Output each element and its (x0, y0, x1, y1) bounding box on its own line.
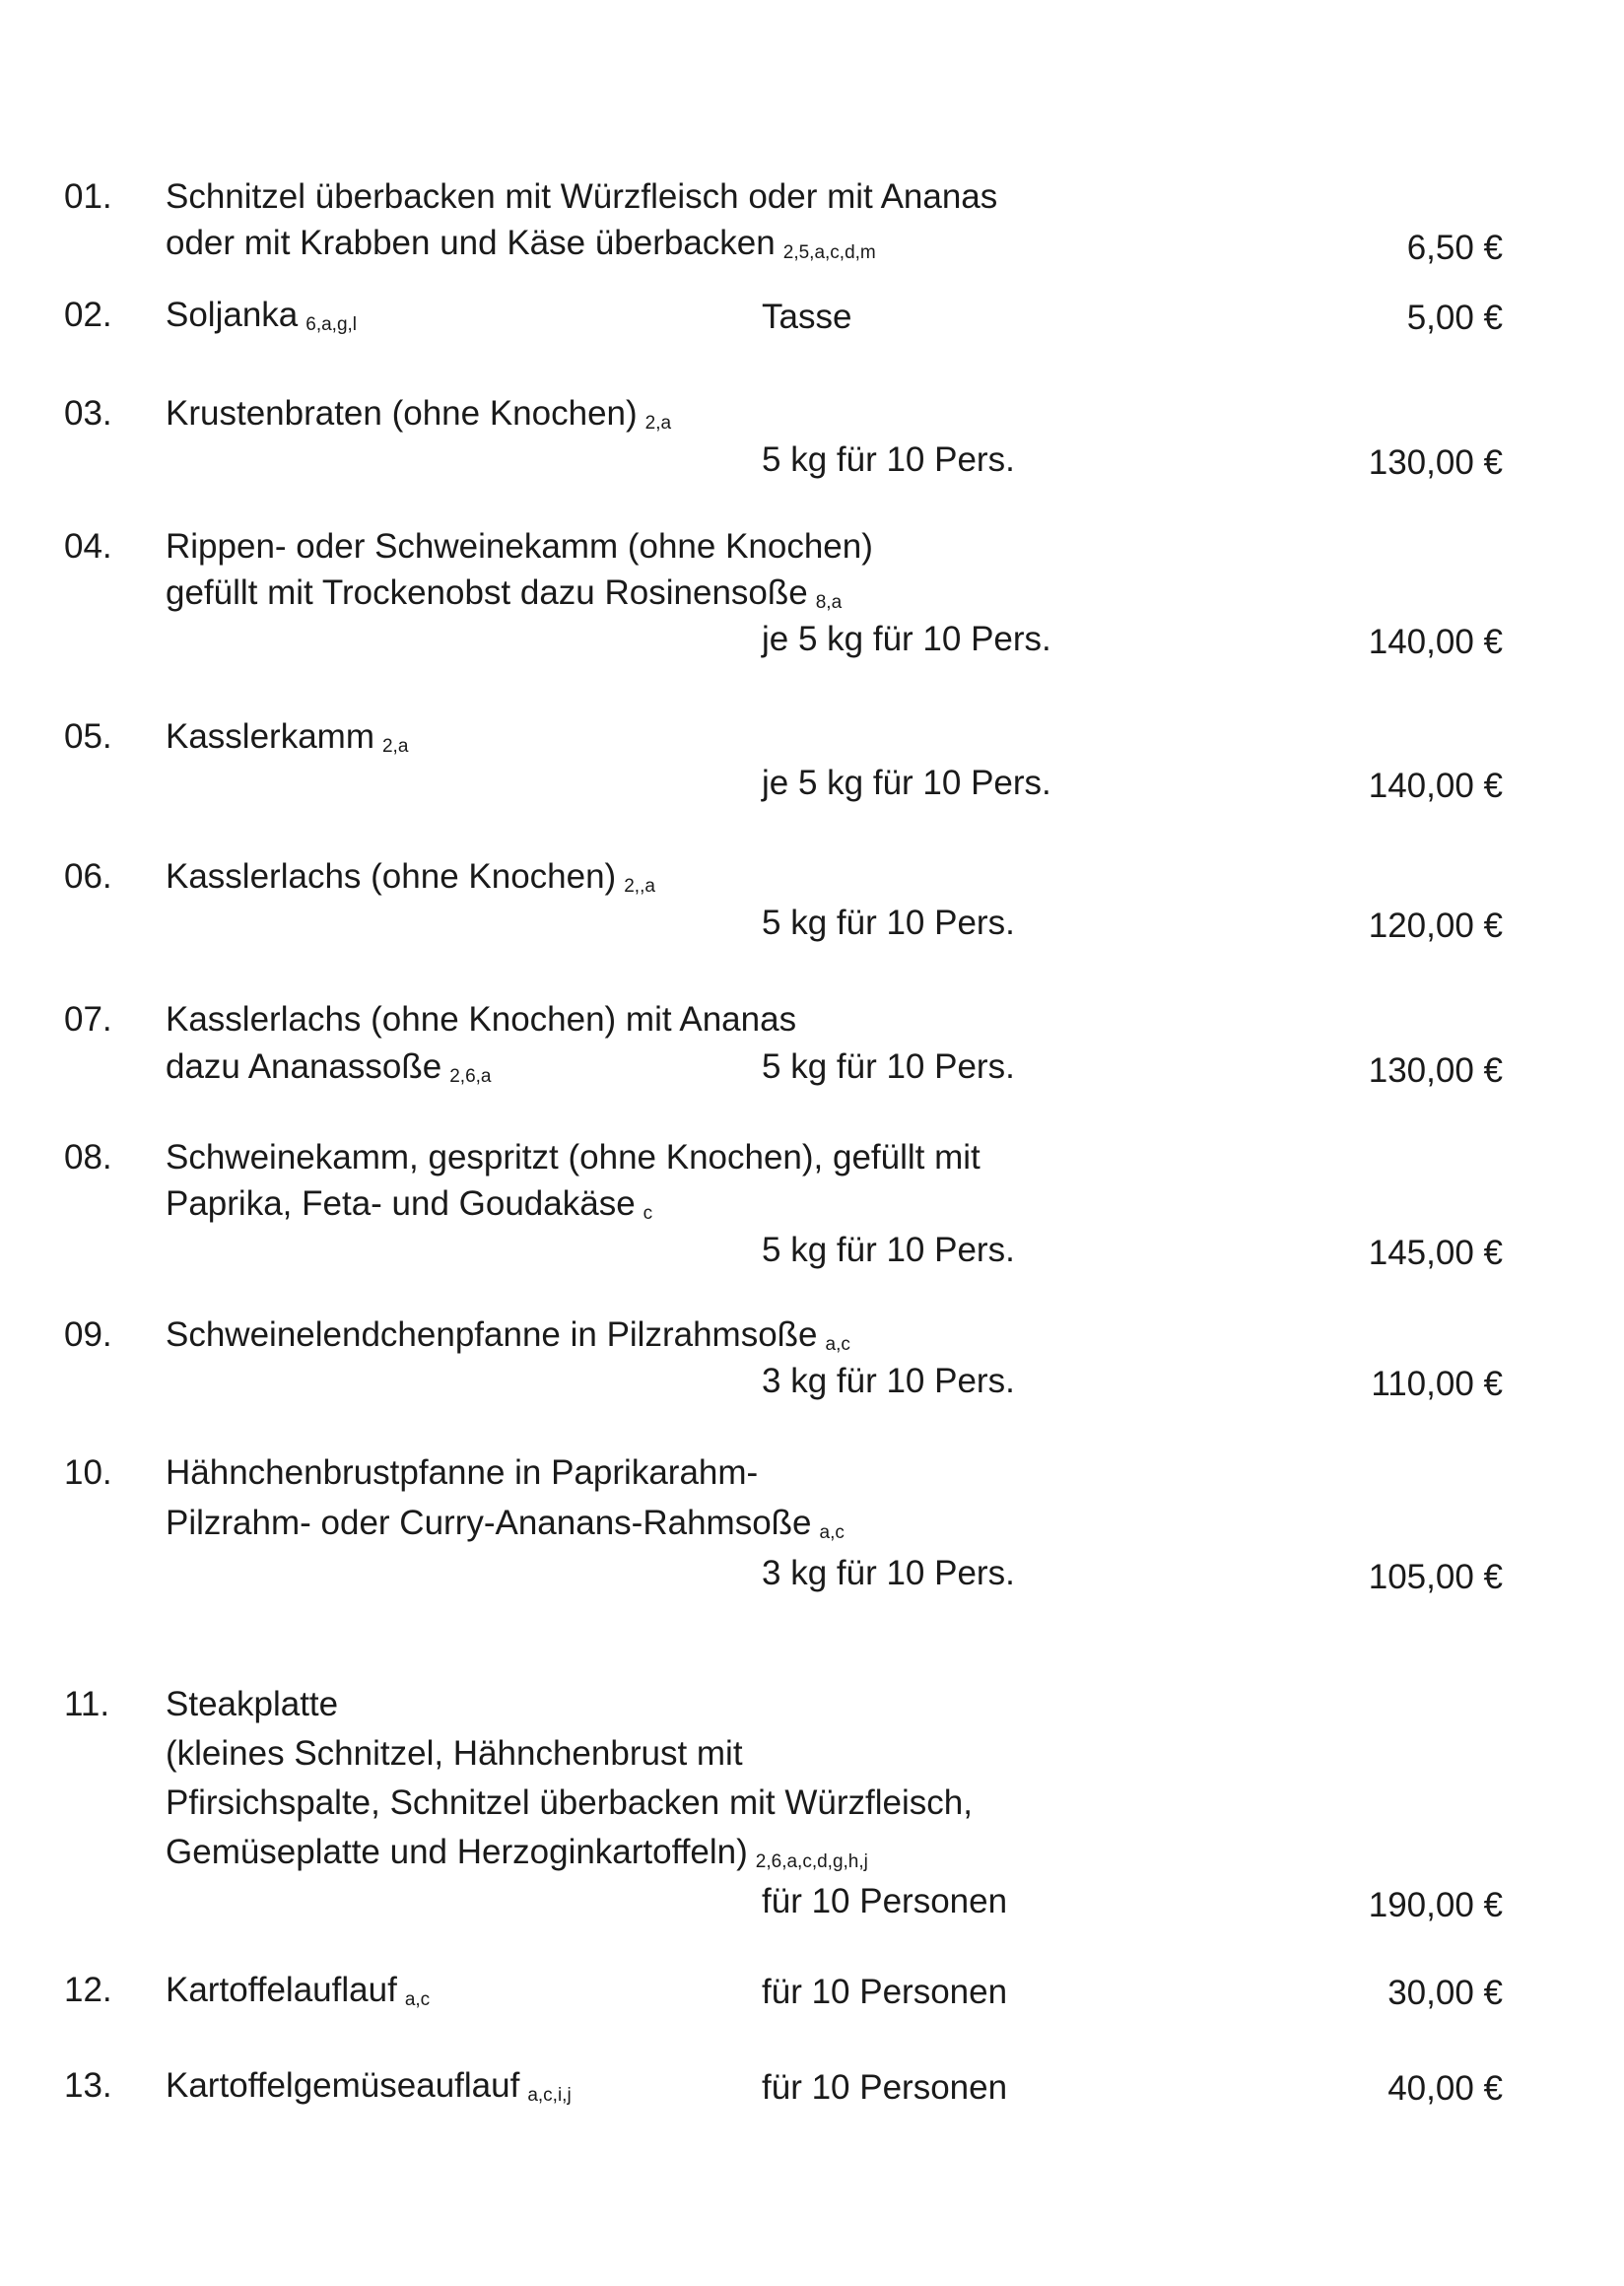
item-number: 09. (64, 1315, 112, 1354)
allergen-codes: 2,a (644, 413, 672, 434)
item-description-line: Hähnchenbrustpfanne in Paprikarahm- (166, 1453, 759, 1492)
item-price: 30,00 € (1387, 1974, 1503, 2012)
item-description-line: Kasslerlachs (ohne Knochen) (166, 857, 617, 896)
item-description (166, 2066, 572, 2116)
item-description (166, 1453, 758, 1493)
item-description (166, 527, 873, 567)
item-description (166, 1184, 652, 1234)
item-portion: 5 kg für 10 Pers. (762, 1231, 1015, 1269)
allergen-codes: 6,a,g,l (305, 314, 358, 335)
item-description (166, 1971, 430, 2020)
item-description-line: Pilzrahm- oder Curry-Ananans-Rahmsoße (166, 1504, 812, 1542)
allergen-codes: 2,,a (624, 876, 655, 897)
item-description-line: Schweinelendchenpfanne in Pilzrahmsoße (166, 1315, 818, 1354)
item-description-line: gefüllt mit Trockenobst dazu Rosinensoße (166, 573, 808, 612)
allergen-codes: c (643, 1203, 653, 1224)
item-price: 6,50 € (1406, 229, 1503, 267)
item-description (166, 1315, 850, 1365)
item-number: 13. (64, 2066, 112, 2105)
item-portion: für 10 Personen (762, 2068, 1008, 2107)
item-price: 130,00 € (1368, 443, 1503, 482)
item-number: 11. (64, 1685, 110, 1723)
item-description-line: (kleines Schnitzel, Hähnchenbrust mit (166, 1734, 743, 1773)
item-number: 03. (64, 394, 112, 433)
allergen-codes: 8,a (815, 592, 843, 613)
item-number: 04. (64, 527, 112, 566)
item-description-line: oder mit Krabben und Käse überbacken (166, 224, 776, 262)
item-description-line: Krustenbraten (ohne Knochen) (166, 394, 638, 433)
item-description (166, 573, 842, 623)
item-description-line: dazu Ananassoße (166, 1047, 442, 1086)
item-description-line: Pfirsichspalte, Schnitzel überbacken mit Würzfleisch, (166, 1783, 973, 1822)
item-portion: 5 kg für 10 Pers. (762, 1047, 1015, 1086)
item-description-line: Paprika, Feta- und Goudakäse (166, 1184, 636, 1223)
item-number: 12. (64, 1971, 112, 2009)
item-description (166, 177, 997, 217)
item-description (166, 1685, 338, 1724)
item-description-line: Kasslerlachs (ohne Knochen) mit Ananas (166, 1000, 797, 1039)
allergen-codes: a,c (404, 1989, 431, 2010)
item-number: 06. (64, 857, 112, 896)
item-description (166, 296, 357, 345)
item-number: 07. (64, 1000, 112, 1039)
item-portion: für 10 Personen (762, 1973, 1008, 2011)
allergen-codes: a,c (825, 1334, 850, 1355)
item-description (166, 717, 408, 767)
item-portion: 3 kg für 10 Pers. (762, 1362, 1015, 1400)
item-price: 140,00 € (1368, 623, 1503, 661)
item-description (166, 1833, 868, 1882)
item-number: 01. (64, 177, 112, 216)
item-description-line: Schnitzel überbacken mit Würzfleisch oder mit Ananas (166, 177, 998, 216)
item-price: 40,00 € (1387, 2069, 1503, 2108)
item-description (166, 1504, 845, 1553)
item-portion: Tasse (762, 298, 852, 336)
item-price: 140,00 € (1368, 767, 1503, 805)
item-portion: 3 kg für 10 Pers. (762, 1554, 1015, 1592)
item-number: 08. (64, 1138, 112, 1177)
item-description (166, 857, 655, 907)
item-description-line: Kartoffelauflauf (166, 1971, 397, 2009)
item-price: 190,00 € (1368, 1886, 1503, 1924)
item-description (166, 394, 671, 443)
item-number: 10. (64, 1453, 112, 1492)
item-portion: je 5 kg für 10 Pers. (762, 620, 1051, 658)
item-description (166, 1000, 796, 1040)
item-price: 5,00 € (1406, 299, 1503, 337)
allergen-codes: 2,a (381, 736, 409, 757)
item-portion: je 5 kg für 10 Pers. (762, 764, 1051, 802)
item-description-line: Schweinekamm, gespritzt (ohne Knochen), gefüllt mit (166, 1138, 981, 1177)
item-number: 02. (64, 296, 112, 334)
item-price: 145,00 € (1368, 1234, 1503, 1272)
item-description-line: Steakplatte (166, 1685, 339, 1723)
item-description-line: Soljanka (166, 296, 299, 334)
allergen-codes: 2,5,a,c,d,m (782, 242, 876, 263)
allergen-codes: a,c (819, 1522, 845, 1543)
item-portion: für 10 Personen (762, 1882, 1008, 1920)
item-portion: 5 kg für 10 Pers. (762, 904, 1015, 942)
item-price: 110,00 € (1371, 1365, 1503, 1403)
item-description (166, 1047, 491, 1097)
allergen-codes: 2,6,a (449, 1066, 492, 1087)
item-description (166, 1734, 743, 1774)
item-description (166, 224, 876, 273)
item-description (166, 1783, 973, 1823)
item-price: 130,00 € (1368, 1051, 1503, 1090)
item-description (166, 1138, 981, 1177)
item-price: 105,00 € (1368, 1558, 1503, 1596)
item-description-line: Kasslerkamm (166, 717, 374, 756)
item-description-line: Rippen- oder Schweinekamm (ohne Knochen) (166, 527, 873, 566)
item-portion: 5 kg für 10 Pers. (762, 440, 1015, 479)
item-description-line: Kartoffelgemüseauflauf (166, 2066, 520, 2105)
item-price: 120,00 € (1368, 907, 1503, 945)
allergen-codes: a,c,i,j (527, 2085, 572, 2106)
allergen-codes: 2,6,a,c,d,g,h,j (755, 1851, 868, 1872)
item-number: 05. (64, 717, 112, 756)
item-description-line: Gemüseplatte und Herzoginkartoffeln) (166, 1833, 748, 1871)
